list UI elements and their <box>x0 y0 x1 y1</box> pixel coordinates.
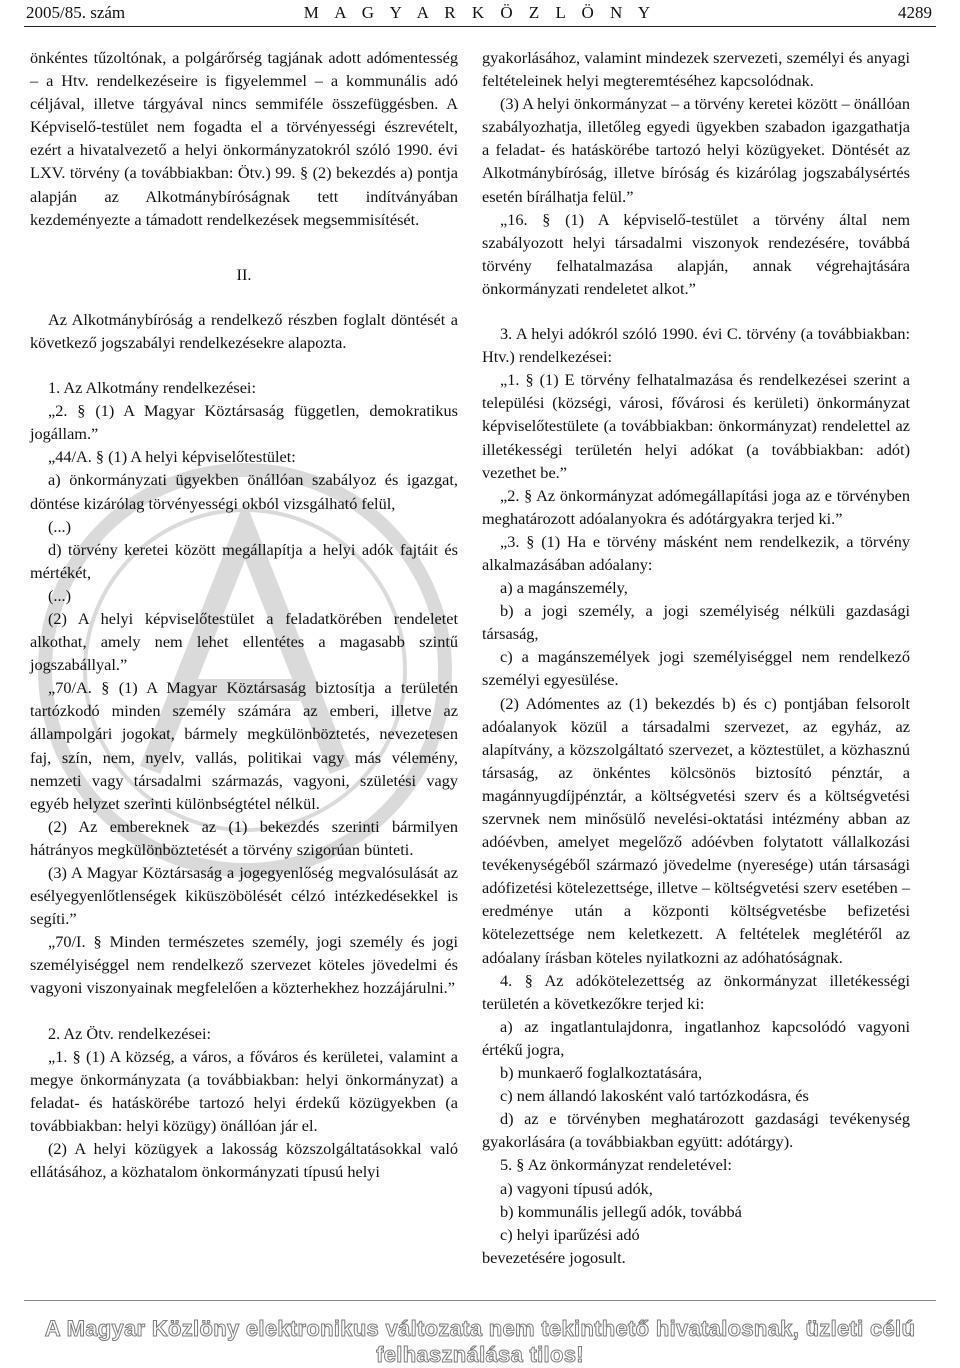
paragraph: (2) A helyi közügyek a lakosság közszolgáltatásokkal való ellátásához, a közhatalom önkormányzati típusú helyi <box>30 1139 458 1182</box>
paragraph: (3) A helyi önkormányzat – a törvény keretei között – önállóan szabályozhatja, illetőleg egyedi ügyekben szabadon igazgathatja a feladat- és hatáskörébe tartozó helyi közügyeket. Döntését az Alkotmánybíróság, illetve bíróság és kizárólag jogszabálysértés esetén bírálhatja felül.” <box>482 94 910 206</box>
right-column <box>482 46 910 1269</box>
paragraph: 5. § Az önkormányzat rendeletével: <box>500 1155 732 1175</box>
section-heading: II. <box>236 264 252 284</box>
paragraph: „2. § (1) A Magyar Köztársaság független, demokratikus jogállam.” <box>30 401 458 444</box>
left-column <box>30 46 458 1183</box>
list-item: a) önkormányzati ügyekben önállóan szabályoz és igazgat, döntése kizárólag törvényességi okból vizsgálható felül, <box>30 470 458 513</box>
paragraph: (2) Adómentes az (1) bekezdés b) és c) pontjában felsorolt adóalanyok közül a társadalmi szervezet, az egyház, az alapítvány, a közszolgáltató szervezet, a köztestület, a közhasznú társaság, az önkéntes kölcsönös biztosító pénztár, a magánnyugdíjpénztár, a költségvetési szerv és a költségvetési szervnek nem minősülő nevelési-oktatási intézmény abban az adóévben, amelyet megelőző adóévben folytatott vállalkozási tevékenységéből származó jövedelme (nyeresége) után társasági adófizetési kötelezettsége, illetve – költségvetési szerv esetében – eredménye után a központi költségvetésbe befizetési kötelezettsége nem keletkezett. A feltételek meglétéről az adóalany írásban köteles nyilatkozni az adóhatóságnak. <box>482 693 910 967</box>
list-item: c) helyi iparűzési adó <box>500 1224 640 1244</box>
paragraph: „3. § (1) Ha e törvény másként nem rendelkezik, a törvény alkalmazásában adóalany: <box>482 531 910 574</box>
ellipsis: (...) <box>48 585 72 605</box>
list-item: a) az ingatlantulajdonra, ingatlanhoz kapcsolódó vagyoni értékű jogra, <box>482 1016 910 1059</box>
subheading: 3. A helyi adókról szóló 1990. évi C. törvény (a továbbiakban: Htv.) rendelkezései: <box>482 324 910 367</box>
issue-number: 2005/85. szám <box>26 3 126 22</box>
list-item: d) törvény keretei között megállapítja a helyi adók fajtáit és mértékét, <box>30 539 458 582</box>
paragraph: Az Alkotmánybíróság a rendelkező részben foglalt döntését a következő jogszabályi rendelkezésekre alapozta. <box>30 309 458 352</box>
journal-title: M A G Y A R K Ö Z L Ö N Y <box>303 3 657 22</box>
list-item: c) a magánszemélyek jogi személyiséggel nem rendelkező személyi egyesülése. <box>482 647 910 690</box>
page-header <box>24 0 936 26</box>
paragraph: „16. § (1) A képviselő-testület a törvény által nem szabályozott helyi társadalmi viszonyok rendezésére, továbbá törvény felhatalmazása alapján, annak végrehajtására önkormányzati rendeletet alkot.” <box>482 209 910 298</box>
list-item: b) kommunális jellegű adók, továbbá <box>500 1201 742 1221</box>
paragraph: 4. § Az adókötelezettség az önkormányzat illetékességi területén a következőkre terjed ki: <box>482 970 910 1013</box>
paragraph: (3) A Magyar Köztársaság a jogegyenlőség megvalósulását az esélyegyenlőtlenségek kiküszöbölését célzó intézkedésekkel is segíti.” <box>30 863 458 929</box>
paragraph: gyakorlásához, valamint mindezek szervezeti, személyi és anyagi feltételeinek helyi megteremtéséhez kapcsolódnak. <box>482 48 910 91</box>
paragraph: (2) A helyi képviselőtestület a feladatkörében rendeletet alkothat, amely nem lehet ellentétes a magasabb szintű jogszabállyal.” <box>30 608 458 675</box>
ellipsis: (...) <box>48 516 72 536</box>
paragraph: „70/I. § Minden természetes személy, jogi személy és jogi személyiséggel nem rendelkező szervezet köteles jövedelmi és vagyoni viszonyainak megfelelően a közterhekhez hozzájárulni.” <box>30 932 458 998</box>
paragraph: „1. § (1) E törvény felhatalmazása és rendelkezései szerint a települési (községi, városi, fővárosi és kerületi) önkormányzat képviselőtestülete (a továbbiakban: önkormányzat) rendelettel az illetékességi területén helyi adókat (a továbbiakban: adót) vezethet be.” <box>482 370 910 482</box>
header-rule <box>24 26 936 27</box>
paragraph: „2. § Az önkormányzat adómegállapítási joga az e törvényben meghatározott adóalanyokra és adótárgyakra terjed ki.” <box>482 485 910 528</box>
footer-notice: A Magyar Közlöny elektronikus változata nem tekinthető hivatalosnak, üzleti célú felhasználása tilos! <box>44 1316 916 1367</box>
list-item: a) vagyoni típusú adók, <box>500 1178 653 1198</box>
paragraph: bevezetésére jogosult. <box>482 1247 626 1267</box>
paragraph: „44/A. § (1) A helyi képviselőtestület: <box>48 447 296 467</box>
footer-rule <box>24 1300 936 1301</box>
list-item: d) az e törvényben meghatározott gazdasági tevékenység gyakorlására (a továbbiakban együtt: adótárgy). <box>482 1109 910 1152</box>
list-item: b) munkaerő foglalkoztatására, <box>500 1063 703 1083</box>
subheading: 1. Az Alkotmány rendelkezései: <box>48 378 256 398</box>
page-number: 4289 <box>898 3 932 22</box>
paragraph: „1. § (1) A község, a város, a főváros és kerületei, valamint a megye önkormányzata (a továbbiakban: helyi önkormányzat) a feladat- és hatáskörébe tartozó helyi érdekű közügyekben (a továbbiakban: helyi közügy) önállóan jár el. <box>30 1046 458 1135</box>
paragraph: „70/A. § (1) A Magyar Köztársaság biztosítja a területén tartózkodó minden személy számára az emberi, illetve az állampolgári jogokat, bármely megkülönböztetés, nevezetesen faj, szín, nem, nyelv, vallás, politikai vagy más vélemény, nemzeti vagy társadalmi származás, vagyoni, születési vagy egyéb helyzet szerinti különbségtétel nélkül. <box>30 678 458 813</box>
list-item: b) a jogi személy, a jogi személyiség nélküli gazdasági társaság, <box>482 601 910 644</box>
paragraph: (2) Az embereknek az (1) bekezdés szerinti bármilyen hátrányos megkülönböztetését a törvény szigorúan bünteti. <box>30 816 458 859</box>
list-item: a) a magánszemély, <box>500 578 628 598</box>
list-item: c) nem állandó lakosként való tartózkodásra, és <box>500 1086 809 1106</box>
subheading: 2. Az Ötv. rendelkezései: <box>48 1023 212 1043</box>
paragraph: önkéntes tűzoltónak, a polgárőrség tagjának adott adómentesség – a Htv. rendelkezéseire is figyelemmel – a kommunális adó céljával, illetve tárgyával nincs semmiféle összefüggésben. A Képviselő-testület nem fogadta el a törvényességi észrevételt, ezért a hivatalvezető a helyi önkormányzatokról szóló 1990. évi LXV. törvény (a továbbiakban: Ötv.) 99. § (2) bekezdés a) pontja alapján az Alkotmánybíróságnak tett indítványában kezdeményezte a támadott rendelkezések megsemmisítését. <box>30 48 458 229</box>
